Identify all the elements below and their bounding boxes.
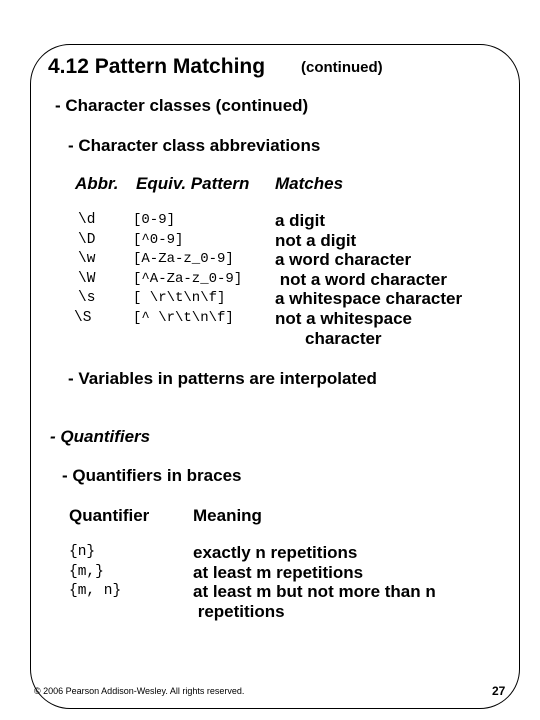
equiv-cell: [0-9] [133, 212, 176, 228]
bullet-quantifiers: - Quantifiers [50, 427, 151, 446]
slide-title-continued: (continued) [301, 59, 383, 76]
quantifier-cell: {m,} [69, 564, 104, 580]
abbr-cell: \D [78, 232, 96, 248]
meaning-cell: exactly n repetitions [193, 543, 358, 562]
equiv-cell: [A-Za-z_0-9] [133, 251, 234, 267]
abbr-cell: \d [78, 212, 96, 228]
bullet-variables-interpolated: - Variables in patterns are interpolated [68, 369, 377, 388]
bullet-character-classes: - Character classes (continued) [55, 96, 309, 115]
abbr-cell: \w [78, 251, 96, 267]
matches-cell: a word character [275, 250, 412, 269]
quantifier-cell: {m, n} [69, 583, 122, 599]
page-number: 27 [492, 684, 506, 698]
copyright-footer: © 2006 Pearson Addison-Wesley. All rights reserved. [34, 686, 245, 696]
bullet-class-abbreviations: - Character class abbreviations [68, 136, 321, 155]
quantifier-header: Quantifier [69, 506, 150, 525]
slide-title: 4.12 Pattern Matching [48, 55, 266, 78]
matches-header: Matches [275, 174, 344, 193]
meaning-cell: at least m but not more than n [193, 582, 436, 601]
meaning-cell: at least m repetitions [193, 563, 364, 582]
abbr-cell: \s [78, 290, 96, 306]
abbr-header: Abbr. [75, 174, 119, 193]
equiv-pattern-header: Equiv. Pattern [136, 174, 250, 193]
matches-cell: not a whitespace [275, 309, 412, 328]
abbr-cell: \W [78, 271, 96, 287]
equiv-cell: [^ \r\t\n\f] [133, 310, 234, 326]
matches-cell: not a digit [275, 231, 357, 250]
meaning-cell-continuation: repetitions [193, 602, 285, 621]
equiv-cell: [ \r\t\n\f] [133, 290, 226, 306]
matches-cell: a whitespace character [275, 289, 463, 308]
matches-cell: not a word character [275, 270, 447, 289]
quantifier-cell: {n} [69, 544, 96, 560]
abbr-cell: \S [74, 310, 92, 326]
matches-cell-continuation: character [305, 329, 382, 348]
bullet-quantifiers-in-braces: - Quantifiers in braces [62, 466, 242, 485]
meaning-header: Meaning [193, 506, 262, 525]
matches-cell: a digit [275, 211, 326, 230]
equiv-cell: [^A-Za-z_0-9] [133, 271, 243, 287]
equiv-cell: [^0-9] [133, 232, 184, 248]
